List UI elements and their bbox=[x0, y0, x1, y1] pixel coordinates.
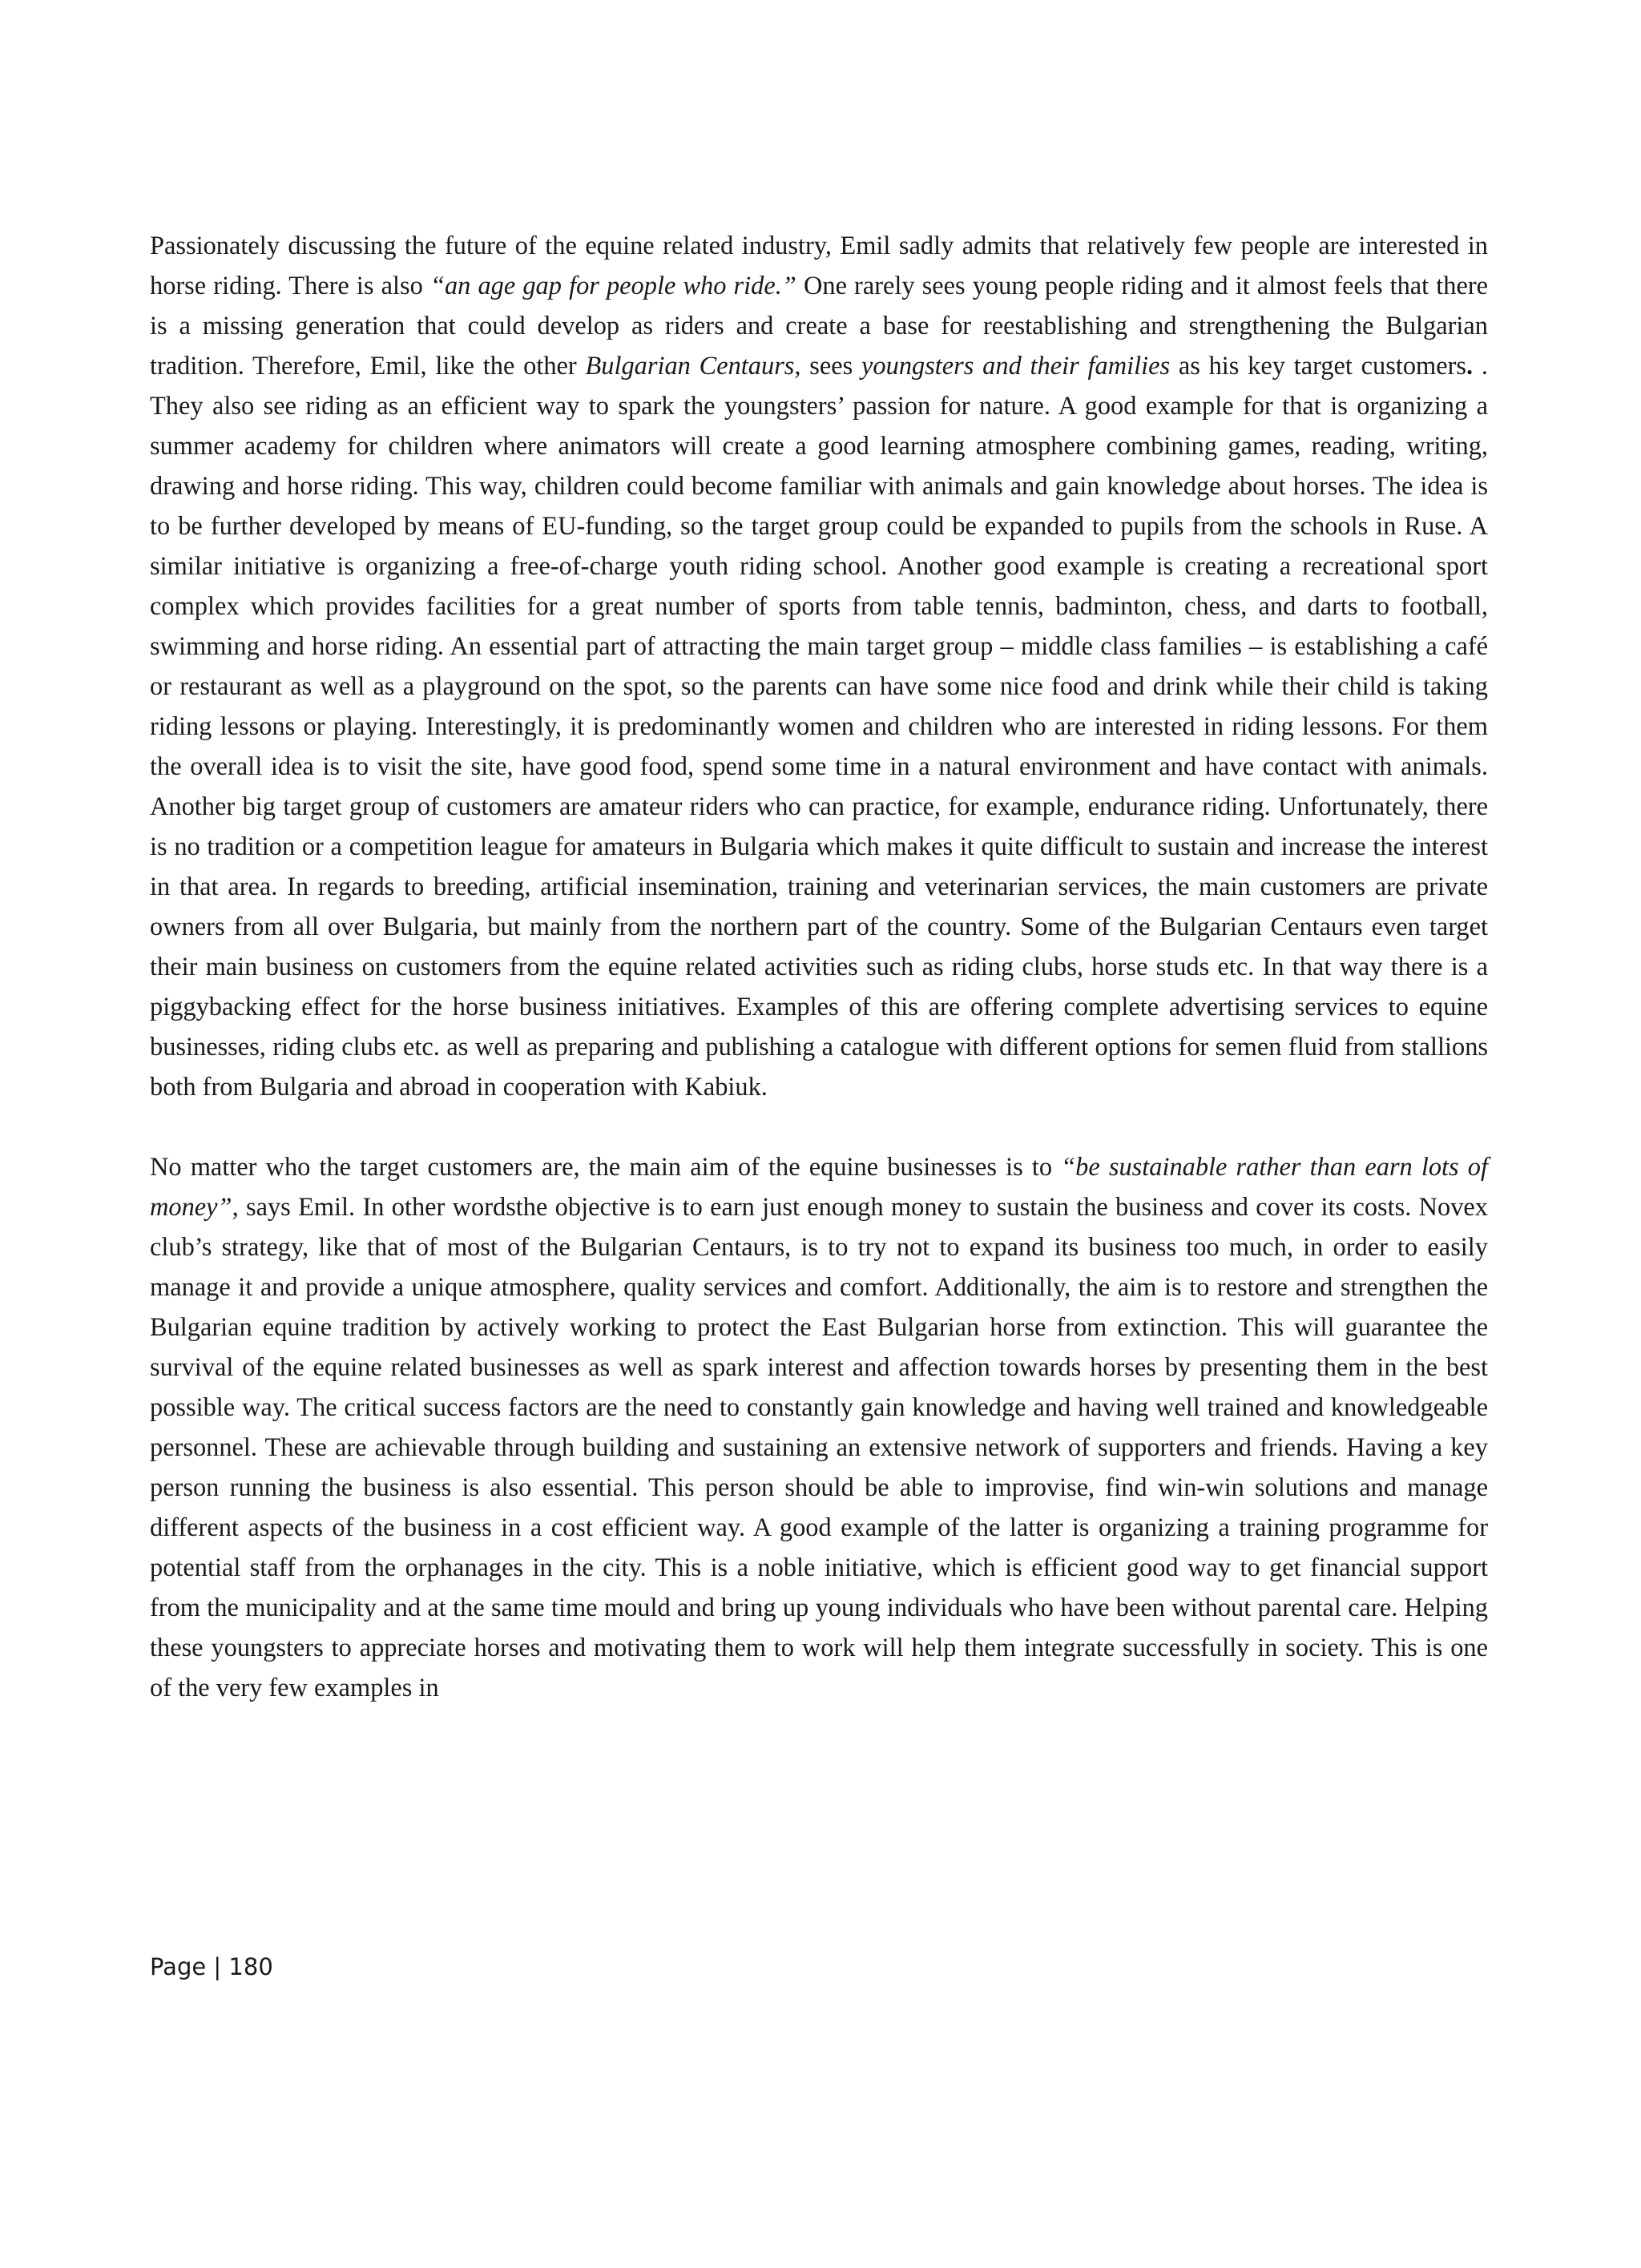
text-run: One rarely sees young people riding and it almost feels that there is a missing generation that could develop as riders and create a base for reestablishing and strengthening the Bulgarian tradition. Therefore, Emil, like the other bbox=[150, 272, 1489, 381]
italic-youngsters-families: youngsters and their families bbox=[861, 352, 1171, 381]
text-run: , says Emil. In other wordsthe objective is to earn just enough money to sustain the business and cover its costs. Novex club’s strategy, like that of most of the Bulgarian Centaurs, is to try not to expand its business too much, in order to easily manage it and provide a unique atmosphere, quality services and comfort. Additionally, the aim is to restore and strengthen the Bulgarian equine tradition by actively working to protect the East Bulgarian horse from extinction. This will guarantee the survival of the equine related businesses as well as spark interest and affection towards horses by presenting them in the best possible way. The critical success factors are the need to constantly gain knowledge and having well trained and knowledgeable personnel. These are achievable through building and sustaining an extensive network of supporters and friends. Having a key person running the business is also essential. This person should be able to improvise, find win-win solutions and manage different aspects of the business in a cost efficient way. A good example of the latter is organizing a training programme for potential staff from the orphanages in the city. This is a noble initiative, which is efficient good way to get financial support from the municipality and at the same time mould and bring up young individuals who have been without parental care. Helping these youngsters to appreciate horses and motivating them to work will help them integrate successfully in society. This is one of the very few examples in bbox=[150, 1193, 1488, 1702]
quote-sustainable: “be sustainable rather than earn lots of money” bbox=[150, 1153, 1488, 1222]
bold-period: . bbox=[1466, 352, 1474, 381]
page-number-footer: Page | 180 bbox=[150, 1953, 273, 1980]
text-run: Passionately discussing the future of the equine related industry, Emil sadly admits that relatively few people are interested in horse riding. There is also bbox=[150, 232, 1488, 300]
text-run: as his key target customers bbox=[1170, 352, 1466, 381]
paragraph-target-customers bbox=[150, 226, 1488, 1107]
text-run: sees bbox=[800, 352, 862, 381]
quote-age-gap: “an age gap for people who ride.” bbox=[429, 272, 796, 300]
text-run: . They also see riding as an efficient way to spark the youngsters’ passion for nature. A good example for that is organizing a summer academy for children where animators will create a good learning atmosphere combining games, reading, writing, drawing and horse riding. This way, children could become familiar with animals and gain knowledge about horses. The idea is to be further developed by means of EU-funding, so the target group could be expanded to pupils from the schools in Ruse. A similar initiative is organizing a free-of-charge youth riding school. Another good example is creating a recreational sport complex which provides facilities for a great number of sports from table tennis, badminton, chess, and darts to football, swimming and horse riding. An essential part of attracting the main target group – middle class families – is establishing a café or restaurant as well as a playground on the spot, so the parents can have some nice food and drink while their child is taking riding lessons or playing. Interestingly, it is predominantly women and children who are interested in riding lessons. For them the overall idea is to visit the site, have good food, spend some time in a natural environment and have contact with animals. Another big target group of customers are amateur riders who can practice, for example, endurance riding. Unfortunately, there is no tradition or a competition league for amateurs in Bulgaria which makes it quite difficult to sustain and increase the interest in that area. In regards to breeding, artificial insemination, training and veterinarian services, the main customers are private owners from all over Bulgaria, but mainly from the northern part of the country. Some of the Bulgarian Centaurs even target their main business on customers from the equine related activities such as riding clubs, horse studs etc. In that way there is a piggybacking effect for the horse business initiatives. Examples of this are offering complete advertising services to equine businesses, riding clubs etc. as well as preparing and publishing a catalogue with different options for semen fluid from stallions both from Bulgaria and abroad in cooperation with Kabiuk. bbox=[150, 352, 1488, 1102]
paragraph-business-aim bbox=[150, 1147, 1488, 1708]
text-run: No matter who the target customers are, the main aim of the equine businesses is to bbox=[150, 1153, 1062, 1182]
body-text bbox=[150, 226, 1488, 1708]
italic-bulgarian-centaurs: Bulgarian Centaurs, bbox=[585, 352, 801, 381]
